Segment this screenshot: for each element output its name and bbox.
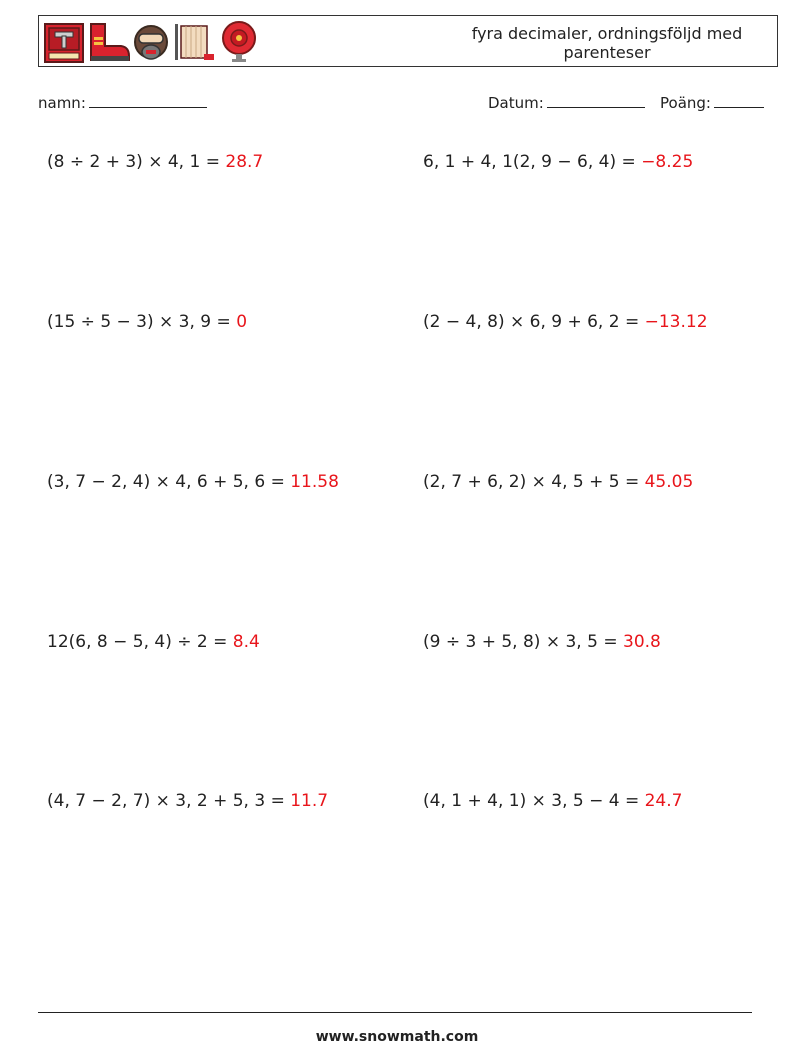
problem-expression: (15 ÷ 5 − 3) × 3, 9 = [47,312,231,332]
problem-expression: (8 ÷ 2 + 3) × 4, 1 = [47,152,220,172]
name-label: namn: [38,94,86,112]
problem-expression: (4, 1 + 4, 1) × 3, 5 − 4 = [423,791,640,811]
problem-answer: 28.7 [225,152,264,172]
gas-mask-icon [133,20,169,64]
name-field [38,93,207,112]
worksheet-title: fyra decimaler, ordningsföljd med parenteser [471,24,743,62]
problem-1 [47,152,263,172]
problem-expression: (2 − 4, 8) × 6, 9 + 6, 2 = [423,312,640,332]
problem-answer: 0 [236,312,248,332]
problem-answer: 11.58 [290,472,339,492]
date-field [488,93,645,112]
problem-6 [423,472,693,492]
problem-answer: 30.8 [623,632,661,652]
score-input-line[interactable] [714,93,764,108]
date-label: Datum: [488,94,544,112]
problem-9 [47,791,328,811]
fire-alarm-box-icon [43,20,85,64]
name-input-line[interactable] [89,93,207,108]
problem-10 [423,791,682,811]
problem-expression: (9 ÷ 3 + 5, 8) × 3, 5 = [423,632,618,652]
problem-answer: −8.25 [641,152,694,172]
problem-3 [47,312,247,332]
header-icons [43,19,261,65]
score-field [660,93,764,112]
header-box [38,15,778,67]
problem-answer: 11.7 [290,791,329,811]
problem-2 [423,152,693,172]
problem-expression: (2, 7 + 6, 2) × 4, 5 + 5 = [423,472,640,492]
fire-hose-reel-icon [171,20,217,64]
fire-bell-icon [219,20,261,64]
problem-5 [47,472,339,492]
problem-expression: 12(6, 8 − 5, 4) ÷ 2 = [47,632,228,652]
problem-answer: −13.12 [644,312,708,332]
problem-7 [47,632,260,652]
footer-divider [38,1012,752,1013]
score-label: Poäng: [660,94,711,112]
problem-4 [423,312,708,332]
problem-answer: 8.4 [232,632,260,652]
footer-url[interactable]: www.snowmath.com [315,1029,479,1045]
fire-boot-icon [87,20,131,64]
problem-8 [423,632,661,652]
problem-answer: 24.7 [644,791,683,811]
problem-answer: 45.05 [644,472,694,492]
problem-expression: 6, 1 + 4, 1(2, 9 − 6, 4) = [423,152,636,172]
problem-expression: (4, 7 − 2, 7) × 3, 2 + 5, 3 = [47,791,285,811]
date-input-line[interactable] [547,93,645,108]
problem-expression: (3, 7 − 2, 4) × 4, 6 + 5, 6 = [47,472,285,492]
